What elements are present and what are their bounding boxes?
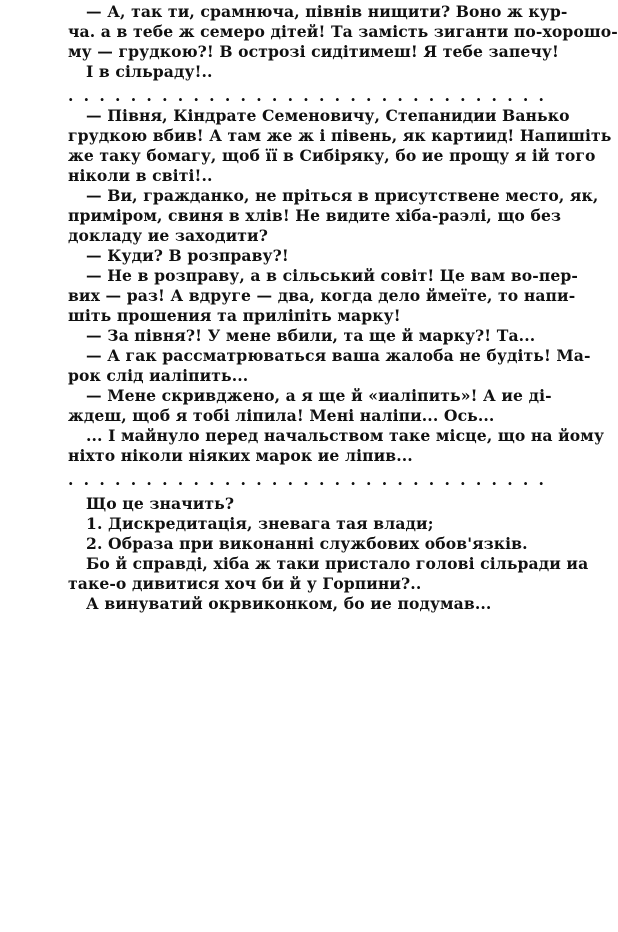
text-line-19: рок слід иаліпить... xyxy=(68,366,249,385)
text-line-2: ча. а в тебе ж семеро дітей! Та замість зиганти по-хорошо- xyxy=(68,22,618,41)
text-line-28: Бо й справді, хіба ж таки пристало голові сільради иа xyxy=(86,554,589,573)
text-line-20: — Мене скривджено, а я ще й «иаліпить»! А ие ді- xyxy=(86,386,552,405)
text-line-16: шіть прошения та приліпіть марку! xyxy=(68,306,401,325)
text-line-23: ніхто ніколи ніяких марок ие ліпив... xyxy=(68,446,413,465)
text-line-3: му — грудкою?! В острозі сидітимеш! Я тебе запечу! xyxy=(68,42,559,61)
text-line-8: же таку бомагу, щоб її в Сибіряку, бо ие прощу я ій того xyxy=(68,146,596,165)
text-line-14: — Не в розправу, а в сільський совіт! Це вам во-пер- xyxy=(86,266,578,285)
text-line-1: — А, так ти, срамнюча, півнів нищити? Воно ж кур- xyxy=(86,2,568,21)
text-line-22: ... І майнуло перед начальством таке місце, що на йому xyxy=(86,426,605,445)
text-line-4: І в сільраду!.. xyxy=(86,62,213,81)
text-line-11: приміром, свиня в хлів! Не видите хіба-раэлі, що без xyxy=(68,206,562,225)
text-line-17: — За півня?! У мене вбили, та ще й марку?! Та... xyxy=(86,326,536,345)
text-line-15: вих — раз! А вдруге — два, когда дело ймеїте, то напи- xyxy=(68,286,576,305)
text-line-7: грудкою вбив! А там же ж і півень, як картиид! Напишіть xyxy=(68,126,612,145)
text-line-12: докладу ие заходити? xyxy=(68,226,268,245)
text-line-6: — Півня, Кіндрате Семеновичу, Степанидии Ванько xyxy=(86,106,570,125)
text-line-18: — А гак рассматрюваться ваша жалоба не будіть! Ма- xyxy=(86,346,591,365)
text-line-21: ждеш, щоб я тобі ліпила! Мені наліпи... Ось... xyxy=(68,406,495,425)
text-line-10: — Ви, гражданко, не пріться в присутствене место, як, xyxy=(86,186,599,205)
text-line-27: 2. Образа при виконанні службових обов'язків. xyxy=(86,534,528,553)
document-page xyxy=(68,2,618,614)
text-line-30: А винуватий окрвиконком, бо ие подумав... xyxy=(86,594,492,613)
text-line-25: Що це значить? xyxy=(86,494,235,513)
text-line-26: 1. Дискредитація, зневага тая влади; xyxy=(86,514,434,533)
ellipsis-divider-1: . . . . . . . . . . . . . . . . . . . . . . . . . . . . . . . xyxy=(68,86,544,105)
ellipsis-divider-2: . . . . . . . . . . . . . . . . . . . . . . . . . . . . . . . xyxy=(68,470,544,489)
text-line-29: таке-о дивитися хоч би й у Горпини?.. xyxy=(68,574,422,593)
text-line-9: ніколи в світі!.. xyxy=(68,166,213,185)
text-line-13: — Куди? В розправу?! xyxy=(86,246,289,265)
